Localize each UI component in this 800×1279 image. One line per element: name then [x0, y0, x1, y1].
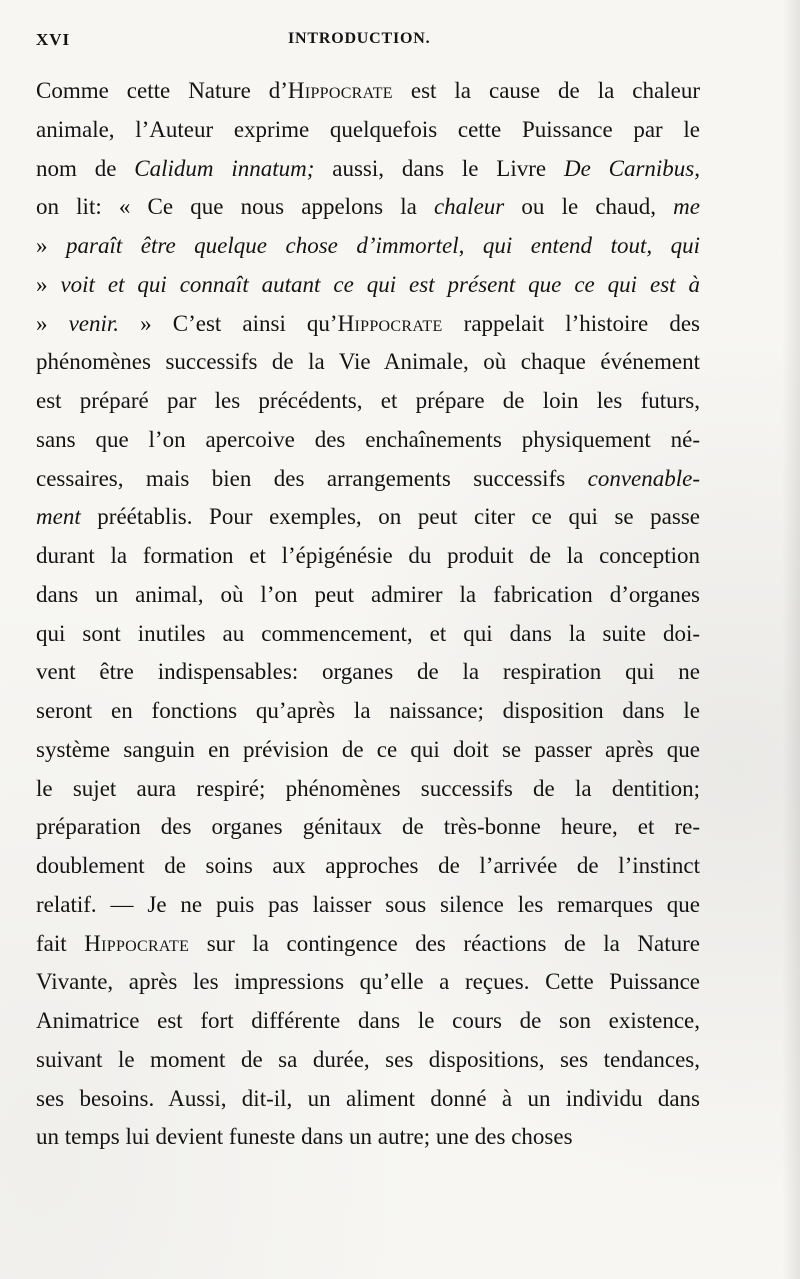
- small-caps-name: Hippocrate: [337, 310, 443, 336]
- text-line: [36, 925, 700, 964]
- text-line: [36, 1041, 700, 1080]
- text-segment: ses besoins. Aussi, dit-il, un aliment donné à un individu dans: [36, 1085, 700, 1111]
- text-line: [36, 498, 700, 537]
- text-line: [36, 1118, 700, 1157]
- text-segment: durant la formation et l’épigénésie du produit de la conception: [36, 543, 700, 568]
- text-line: [36, 150, 700, 189]
- italic-text: Calidum innatum;: [134, 155, 315, 181]
- text-segment: ou le chaud,: [504, 194, 674, 220]
- text-segment: vent être indispensables: organes de la respiration qui ne: [36, 659, 700, 685]
- text-line: [36, 266, 700, 305]
- text-line: [36, 227, 700, 266]
- text-segment: sur la contingence des réactions de la Nature: [189, 930, 700, 956]
- body-text: [36, 72, 700, 1157]
- text-line: [36, 808, 700, 847]
- text-segment: Comme cette Nature d’: [36, 78, 288, 103]
- text-line: [36, 537, 700, 576]
- page-number: XVI: [36, 30, 71, 49]
- italic-text: paraît être quelque chose d’immortel, qui entend tout, qui: [66, 233, 700, 258]
- text-line: [36, 847, 700, 886]
- text-segment: aussi, dans le Livre: [314, 155, 564, 181]
- text-line: [36, 653, 700, 692]
- text-line: [36, 111, 700, 150]
- text-segment: phénomènes successifs de la Vie Animale, où chaque événement: [36, 349, 700, 375]
- text-segment: est préparé par les précédents, et prépare de loin les futurs,: [36, 388, 700, 413]
- small-caps-name: Hippocrate: [84, 930, 190, 956]
- running-title: INTRODUCTION.: [288, 30, 431, 47]
- text-line: [36, 576, 700, 615]
- text-segment: on lit: « Ce que nous appelons la: [36, 194, 434, 220]
- text-segment: seront en fonctions qu’après la naissance; disposition dans le: [36, 698, 700, 723]
- text-segment: préétablis. Pour exemples, on peut citer ce qui se passe: [80, 504, 700, 530]
- text-line: [36, 615, 700, 654]
- running-head: [36, 30, 700, 54]
- text-segment: » C’est ainsi qu’: [119, 310, 338, 336]
- text-line: [36, 188, 700, 227]
- text-segment: Animatrice est fort différente dans le cours de son existence,: [36, 1008, 700, 1033]
- text-line: [36, 305, 700, 344]
- text-segment: préparation des organes génitaux de très-bonne heure, et re-: [36, 814, 700, 840]
- text-segment: dans un animal, où l’on peut admirer la fabrication d’organes: [36, 581, 700, 607]
- text-line: [36, 731, 700, 770]
- text-line: [36, 692, 700, 731]
- text-line: [36, 72, 700, 111]
- text-segment: suivant le moment de sa durée, ses dispositions, ses tendances,: [36, 1046, 700, 1072]
- text-segment: relatif. — Je ne puis pas laisser sous silence les remarques que: [36, 891, 700, 917]
- text-line: [36, 460, 700, 499]
- text-segment: rappelait l’histoire des: [442, 310, 700, 336]
- text-segment: cessaires, mais bien des arrangements successifs: [36, 465, 588, 491]
- text-segment: Vivante, après les impressions qu’elle a reçues. Cette Puissance: [36, 969, 700, 995]
- italic-text: convenable-: [587, 465, 700, 491]
- text-segment: sans que l’on apercoive des enchaînements physiquement né-: [36, 426, 700, 452]
- italic-text: chaleur: [433, 194, 505, 220]
- text-segment: »: [36, 233, 67, 258]
- text-segment: un temps lui devient funeste dans un autre; une des choses: [36, 1124, 573, 1150]
- italic-text: venir.: [68, 310, 120, 336]
- italic-text: ment: [36, 504, 81, 530]
- text-segment: animale, l’Auteur exprime quelquefois cette Puissance par le: [36, 116, 700, 142]
- text-line: [36, 1080, 700, 1119]
- text-segment: est la cause de la chaleur: [392, 78, 700, 103]
- small-caps-name: Hippocrate: [287, 78, 393, 103]
- text-line: [36, 886, 700, 925]
- text-segment: doublement de soins aux approches de l’arrivée de l’instinct: [36, 853, 700, 878]
- text-segment: »: [36, 271, 61, 297]
- italic-text: De Carnibus,: [563, 155, 700, 181]
- text-line: [36, 421, 700, 460]
- text-line: [36, 343, 700, 382]
- text-segment: nom de: [36, 155, 135, 181]
- italic-text: voit et qui connaît autant ce qui est présent que ce qui est à: [60, 271, 700, 297]
- text-segment: »: [36, 310, 69, 336]
- text-line: [36, 770, 700, 809]
- text-line: [36, 382, 700, 421]
- text-segment: le sujet aura respiré; phénomènes successifs de la dentition;: [36, 775, 700, 801]
- text-segment: fait: [36, 930, 85, 956]
- italic-text: me: [673, 194, 700, 220]
- page-edge-shadow: [782, 0, 800, 1279]
- text-segment: système sanguin en prévision de ce qui doit se passer après que: [36, 736, 700, 762]
- text-segment: qui sont inutiles au commencement, et qui dans la suite doi-: [36, 620, 700, 646]
- text-line: [36, 1002, 700, 1041]
- text-line: [36, 963, 700, 1002]
